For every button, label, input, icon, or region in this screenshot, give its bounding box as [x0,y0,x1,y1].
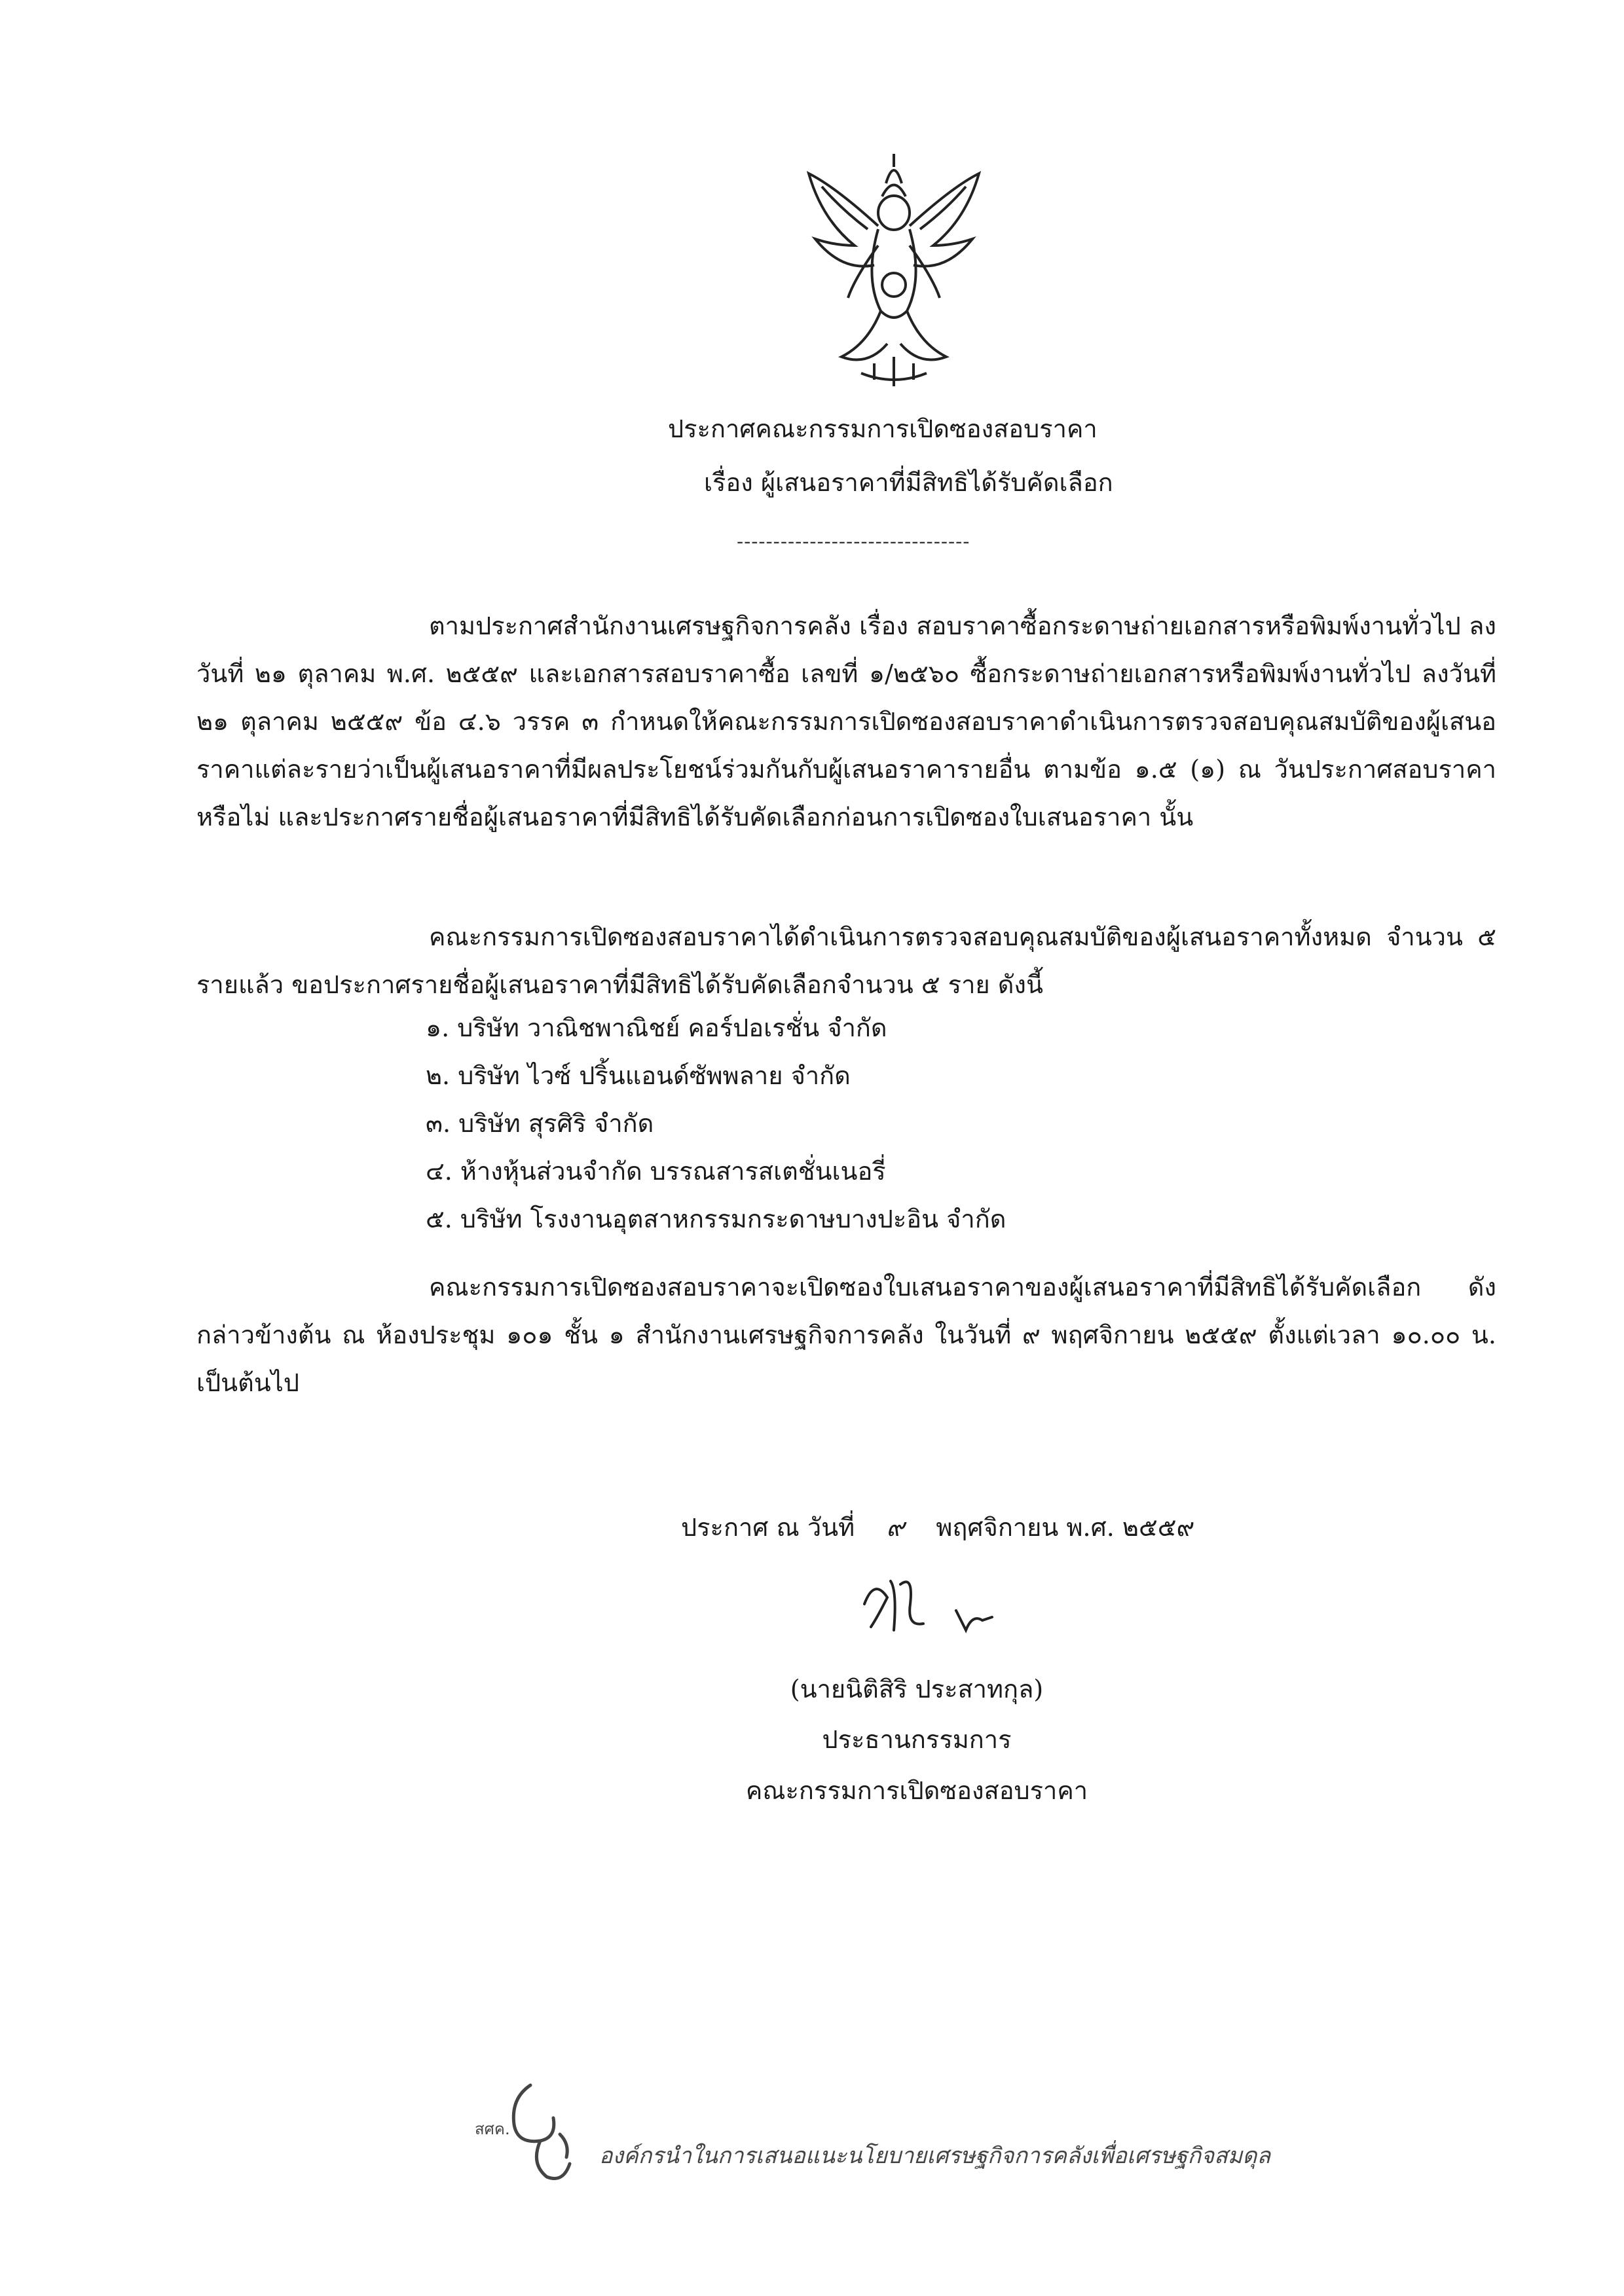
paragraph-2 [196,913,1496,1009]
bidder-item-5: ๕. บริษัท โรงงานอุตสาหกรรมกระดาษบางปะอิน จำกัด [426,1205,1006,1233]
announcement-subject: เรื่อง ผู้เสนอราคาที่มีสิทธิได้รับคัดเลือก [704,468,1113,497]
footer-slogan: องค์กรนำในการเสนอแนะนโยบายเศรษฐกิจการคลังเพื่อเศรษฐกิจสมดุล [599,2143,1271,2169]
bidder-item-2: ๒. บริษัท ไวซ์ ปริ้นแอนด์ซัพพลาย จำกัด [426,1061,851,1090]
announcement-title: ประกาศคณะกรรมการเปิดซองสอบราคา [668,414,1098,443]
header-separator: -------------------------------- [737,530,970,553]
garuda-emblem-icon [796,147,992,390]
paragraph-3 [196,1264,1496,1407]
signatory-position: ประธานกรรมการ [822,1725,1012,1754]
date-prefix: ประกาศ ณ วันที่ [681,1513,855,1542]
date-day: ๙ [886,1513,905,1542]
footer-abbreviation: สศค. [475,2120,510,2138]
announcement-date [681,1511,1194,1544]
bidder-item-1: ๑. บริษัท วาณิชพาณิชย์ คอร์ปอเรชั่น จำกัด [426,1013,887,1042]
paragraph-1 [196,602,1496,841]
bidder-item-3: ๓. บริษัท สุรศิริ จำกัด [426,1109,654,1138]
paragraph-3-text: คณะกรรมการเปิดซองสอบราคาจะเปิดซองใบเสนอราคาของผู้เสนอราคาที่มีสิทธิได้รับคัดเลือก ดังกล่าวข้างต้น ณ ห้องประชุม ๑๐๑ ชั้น ๑ สำนักงานเศรษฐกิจการคลัง ในวันที่ ๙ พฤศจิกายน ๒๕๕๙ ตั้งแต่เวลา ๑๐.๐๐ น. เป็นต้นไป [196,1273,1496,1397]
paragraph-2-text: คณะกรรมการเปิดซองสอบราคาได้ดำเนินการตรวจสอบคุณสมบัติของผู้เสนอราคาทั้งหมด จำนวน ๕ รายแล้ว ขอประกาศรายชื่อผู้เสนอราคาที่มีสิทธิได้รับคัดเลือกจำนวน ๕ ราย ดังนี้ [196,922,1496,999]
handwritten-signature [851,1565,1048,1643]
date-suffix: พฤศจิกายน พ.ศ. ๒๕๕๙ [936,1513,1195,1542]
signatory-name: (นายนิติสิริ ประสาทกุล) [790,1675,1044,1704]
signatory-committee: คณะกรรมการเปิดซองสอบราคา [745,1776,1088,1805]
paragraph-1-text: ตามประกาศสำนักงานเศรษฐกิจการคลัง เรื่อง สอบราคาซื้อกระดาษถ่ายเอกสารหรือพิมพ์งานทั่วไป ลงวันที่ ๒๑ ตุลาคม พ.ศ. ๒๕๕๙ และเอกสารสอบราคาซื้อ เลขที่ ๑/๒๕๖๐ ซื้อกระดาษถ่ายเอกสารหรือพิมพ์งานทั่วไป ลงวันที่ ๒๑ ตุลาคม ๒๕๕๙ ข้อ ๔.๖ วรรค ๓ กำหนดให้คณะกรรมการเปิดซองสอบราคาดำเนินการตรวจสอบคุณสมบัติของผู้เสนอราคาแต่ละรายว่าเป็นผู้เสนอราคาที่มีผลประโยชน์ร่วมกันกับผู้เสนอราคารายอื่น ตามข้อ ๑.๕ (๑) ณ วันประกาศสอบราคาหรือไม่ และประกาศรายชื่อผู้เสนอราคาที่มีสิทธิได้รับคัดเลือกก่อนการเปิดซองใบเสนอราคา นั้น [196,611,1496,831]
bidder-item-4: ๔. ห้างหุ้นส่วนจำกัด บรรณสารสเตชั่นเนอรี่ [426,1157,886,1186]
